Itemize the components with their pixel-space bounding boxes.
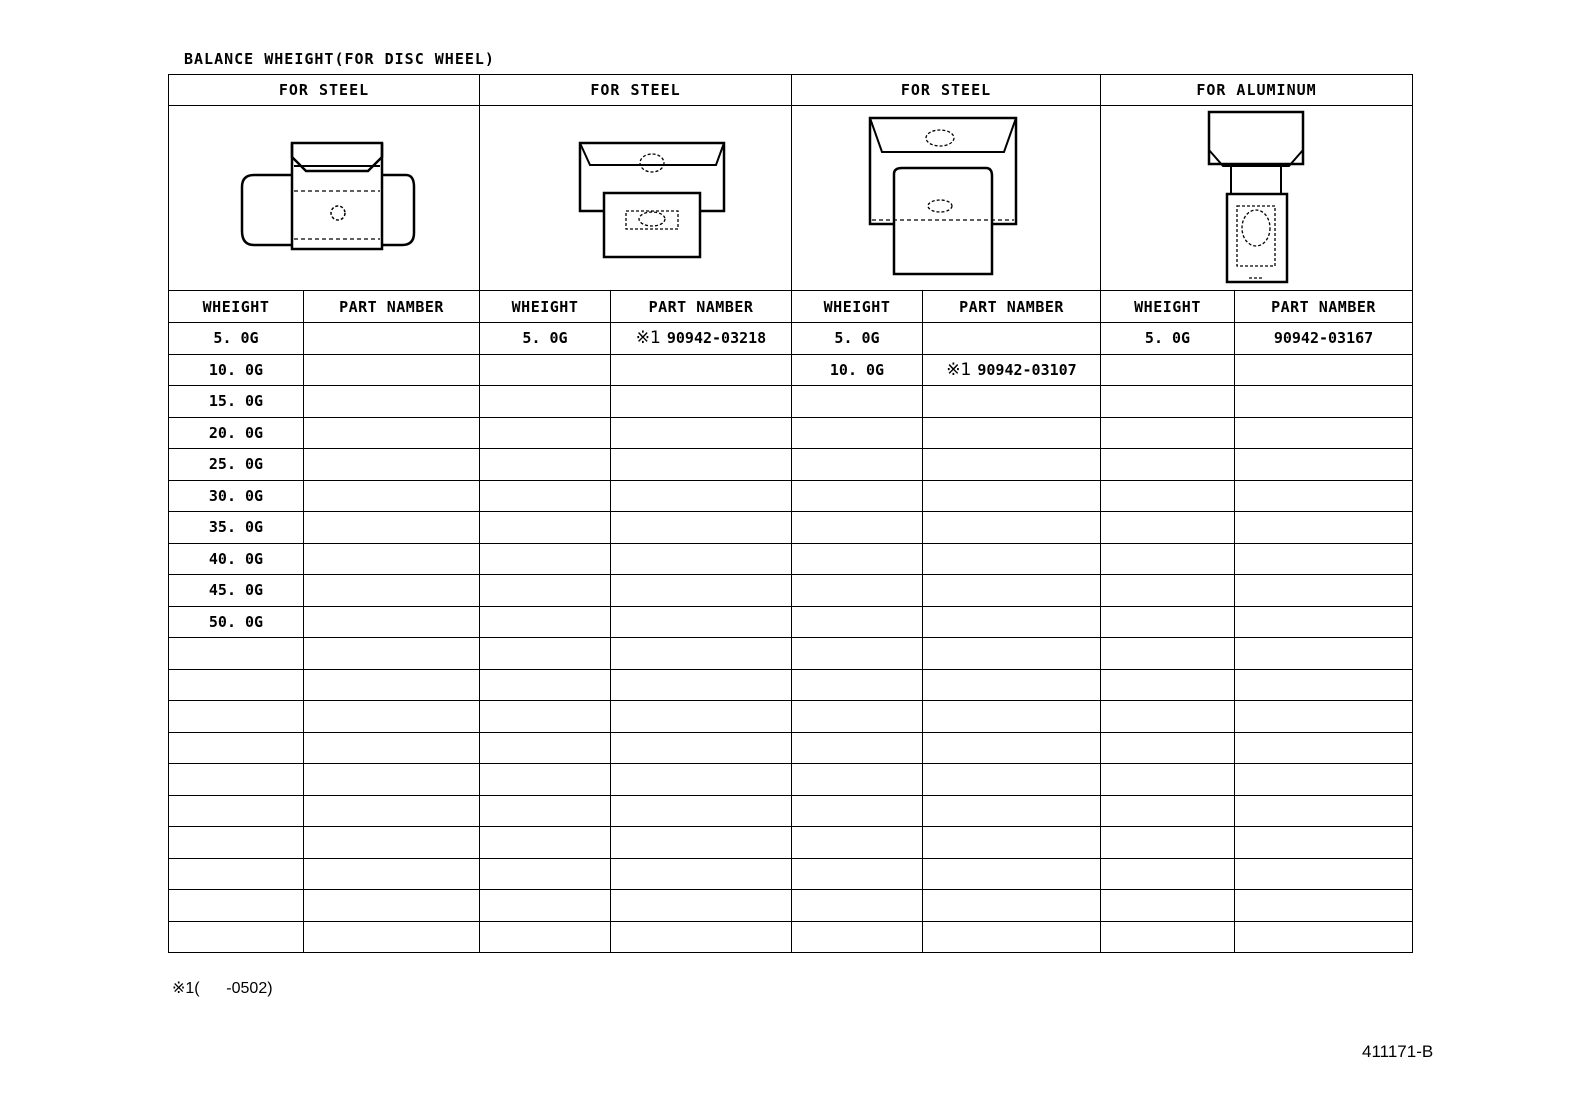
weight-cell <box>1101 669 1235 701</box>
section-header-steel-2: FOR STEEL <box>480 75 792 106</box>
part-number-cell <box>304 512 480 544</box>
part-number-cell <box>611 701 792 733</box>
part-number-cell <box>611 386 792 418</box>
part-number-cell <box>1235 606 1413 638</box>
part-number-cell <box>611 890 792 922</box>
footnote: ※1( -0502) <box>172 980 273 997</box>
table-row <box>169 921 1413 953</box>
part-number-cell <box>611 858 792 890</box>
weight-cell <box>1101 921 1235 953</box>
table-row <box>169 890 1413 922</box>
weight-cell <box>1101 827 1235 859</box>
part-number-cell <box>611 512 792 544</box>
weight-cell <box>480 386 611 418</box>
weight-cell <box>1101 512 1235 544</box>
part-number-cell <box>1235 512 1413 544</box>
weight-cell <box>480 512 611 544</box>
part-number-cell <box>923 827 1101 859</box>
part-number-cell <box>304 417 480 449</box>
section-header-aluminum: FOR ALUMINUM <box>1101 75 1413 106</box>
weight-cell <box>169 669 304 701</box>
weight-value: 10. 0G <box>829 360 885 379</box>
weight-cell <box>1101 543 1235 575</box>
aluminum-weight-icon <box>1147 110 1367 286</box>
part-number-cell <box>1235 764 1413 796</box>
weight-cell <box>792 921 923 953</box>
weight-cell <box>480 575 611 607</box>
part-number-cell <box>304 732 480 764</box>
weight-cell <box>792 890 923 922</box>
col-header-part-number: PART NAMBER <box>611 291 792 323</box>
weight-cell <box>169 606 304 638</box>
part-number-cell <box>611 543 792 575</box>
part-number-cell <box>923 386 1101 418</box>
col-header-part-number: PART NAMBER <box>1235 291 1413 323</box>
weight-value: 35. 0G <box>208 518 264 537</box>
weight-cell <box>792 323 923 355</box>
weight-cell <box>169 512 304 544</box>
table-row <box>169 732 1413 764</box>
part-number-cell <box>1235 323 1413 355</box>
col-header-weight: WHEIGHT <box>480 291 611 323</box>
part-number-cell <box>1235 386 1413 418</box>
part-number-cell <box>611 764 792 796</box>
weight-cell <box>792 386 923 418</box>
part-number-cell <box>611 449 792 481</box>
part-number-value: 90942-03167 <box>1273 329 1374 348</box>
table-row <box>169 858 1413 890</box>
table-body <box>169 323 1413 953</box>
weight-cell <box>480 638 611 670</box>
weight-cell <box>480 669 611 701</box>
weight-cell <box>480 449 611 481</box>
table-row <box>169 606 1413 638</box>
part-number-cell <box>923 638 1101 670</box>
part-number-cell <box>611 323 792 355</box>
weight-value: 5. 0G <box>834 329 880 348</box>
weight-cell <box>169 543 304 575</box>
weight-cell <box>480 417 611 449</box>
table-row <box>169 354 1413 386</box>
weight-cell <box>169 890 304 922</box>
weight-cell <box>480 795 611 827</box>
section-header-steel-1: FOR STEEL <box>169 75 480 106</box>
part-number-cell <box>1235 638 1413 670</box>
weight-cell <box>792 449 923 481</box>
weight-value: 10. 0G <box>208 360 264 379</box>
part-number-cell <box>304 827 480 859</box>
weight-value: 45. 0G <box>208 581 264 600</box>
part-number-cell <box>304 386 480 418</box>
part-number-cell <box>923 512 1101 544</box>
part-number-cell <box>1235 732 1413 764</box>
weight-cell <box>480 323 611 355</box>
weight-cell <box>480 480 611 512</box>
weight-cell <box>169 386 304 418</box>
weight-cell <box>792 543 923 575</box>
part-number-cell <box>304 606 480 638</box>
part-number-cell <box>611 480 792 512</box>
part-number-cell <box>1235 701 1413 733</box>
part-number-cell <box>923 417 1101 449</box>
weight-cell <box>169 921 304 953</box>
balance-weight-table <box>168 74 1413 953</box>
weight-value: 5. 0G <box>522 329 568 348</box>
weight-cell <box>792 638 923 670</box>
weight-cell <box>792 417 923 449</box>
part-number-cell <box>923 606 1101 638</box>
weight-cell <box>169 795 304 827</box>
part-number-cell <box>304 575 480 607</box>
part-number-cell <box>304 543 480 575</box>
part-number-cell <box>923 323 1101 355</box>
part-number-value: 90942-03107 <box>977 360 1077 379</box>
weight-cell <box>1101 701 1235 733</box>
weight-cell <box>169 858 304 890</box>
table-row <box>169 417 1413 449</box>
table-row <box>169 701 1413 733</box>
part-number-cell <box>923 543 1101 575</box>
part-number-cell <box>923 701 1101 733</box>
weight-cell <box>792 575 923 607</box>
weight-cell <box>169 480 304 512</box>
part-number-cell <box>923 732 1101 764</box>
part-number-cell <box>923 764 1101 796</box>
part-number-cell <box>1235 575 1413 607</box>
part-number-cell <box>611 354 792 386</box>
part-number-cell <box>304 764 480 796</box>
weight-cell <box>1101 354 1235 386</box>
table-row <box>169 795 1413 827</box>
weight-cell <box>169 764 304 796</box>
part-number-cell <box>923 921 1101 953</box>
part-number-cell <box>304 354 480 386</box>
tall-weight-steel-icon <box>836 112 1056 284</box>
weight-cell <box>792 858 923 890</box>
weight-cell <box>792 764 923 796</box>
weight-cell <box>792 795 923 827</box>
footnote-mark: ※1 <box>946 359 972 380</box>
part-number-cell <box>923 890 1101 922</box>
part-number-cell <box>923 669 1101 701</box>
weight-cell <box>1101 575 1235 607</box>
part-number-cell <box>611 575 792 607</box>
weight-cell <box>1101 323 1235 355</box>
weight-cell <box>1101 480 1235 512</box>
part-number-cell <box>923 449 1101 481</box>
clip-on-weight-steel-icon <box>214 123 434 273</box>
part-number-cell <box>1235 449 1413 481</box>
weight-cell <box>169 732 304 764</box>
part-number-cell <box>304 921 480 953</box>
part-number-cell <box>1235 669 1413 701</box>
part-number-cell <box>1235 890 1413 922</box>
table-row <box>169 386 1413 418</box>
part-number-cell <box>304 638 480 670</box>
weight-cell <box>480 606 611 638</box>
table-row <box>169 638 1413 670</box>
table-row <box>169 323 1413 355</box>
figure-cell-steel-2 <box>480 106 792 291</box>
weight-cell <box>480 354 611 386</box>
table-row <box>169 764 1413 796</box>
weight-cell <box>792 606 923 638</box>
part-number-cell <box>304 858 480 890</box>
weight-cell <box>480 732 611 764</box>
table-row <box>169 827 1413 859</box>
part-number-cell <box>611 827 792 859</box>
table-row <box>169 512 1413 544</box>
weight-value: 25. 0G <box>208 455 264 474</box>
part-number-cell <box>1235 795 1413 827</box>
weight-cell <box>169 323 304 355</box>
part-number-cell <box>304 323 480 355</box>
table-row <box>169 669 1413 701</box>
weight-value: 30. 0G <box>208 486 264 505</box>
part-number-cell <box>923 575 1101 607</box>
part-number-value: 90942-03218 <box>666 329 767 348</box>
col-header-part-number: PART NAMBER <box>923 291 1101 323</box>
part-number-cell <box>1235 354 1413 386</box>
weight-cell <box>1101 638 1235 670</box>
part-number-cell <box>304 890 480 922</box>
weight-cell <box>169 638 304 670</box>
weight-cell <box>1101 858 1235 890</box>
figure-cell-steel-1 <box>169 106 480 291</box>
weight-cell <box>480 921 611 953</box>
weight-cell <box>792 480 923 512</box>
weight-cell <box>169 701 304 733</box>
part-number-cell <box>1235 417 1413 449</box>
weight-cell <box>480 764 611 796</box>
weight-cell <box>480 701 611 733</box>
page-title: BALANCE WHEIGHT(FOR DISC WHEEL) <box>184 50 495 68</box>
figure-cell-aluminum <box>1101 106 1413 291</box>
part-number-cell <box>304 480 480 512</box>
part-number-cell <box>923 858 1101 890</box>
part-number-cell <box>611 732 792 764</box>
part-number-cell <box>304 701 480 733</box>
weight-cell <box>1101 386 1235 418</box>
document-id: 411171-B <box>1362 1042 1434 1061</box>
part-number-cell <box>304 795 480 827</box>
weight-value: 40. 0G <box>208 549 264 568</box>
col-header-part-number: PART NAMBER <box>304 291 480 323</box>
weight-cell <box>169 449 304 481</box>
weight-cell <box>792 354 923 386</box>
weight-value: 15. 0G <box>208 392 264 411</box>
weight-cell <box>480 890 611 922</box>
part-number-cell <box>1235 921 1413 953</box>
weight-cell <box>169 575 304 607</box>
part-number-cell <box>1235 543 1413 575</box>
weight-value: 20. 0G <box>208 423 264 442</box>
weight-cell <box>169 827 304 859</box>
weight-cell <box>792 669 923 701</box>
table-row <box>169 575 1413 607</box>
col-header-weight: WHEIGHT <box>1101 291 1235 323</box>
figure-cell-steel-3 <box>792 106 1101 291</box>
table-row <box>169 449 1413 481</box>
weight-value: 5. 0G <box>1144 329 1191 348</box>
part-number-cell <box>611 921 792 953</box>
section-header-steel-3: FOR STEEL <box>792 75 1101 106</box>
weight-value: 5. 0G <box>213 329 259 348</box>
weight-cell <box>792 512 923 544</box>
col-header-weight: WHEIGHT <box>169 291 304 323</box>
part-number-cell <box>611 606 792 638</box>
part-number-cell <box>923 354 1101 386</box>
weight-cell <box>1101 417 1235 449</box>
weight-cell <box>792 701 923 733</box>
weight-cell <box>792 732 923 764</box>
part-number-cell <box>1235 480 1413 512</box>
table-row <box>169 543 1413 575</box>
weight-cell <box>480 827 611 859</box>
table-row <box>169 480 1413 512</box>
part-number-cell <box>611 638 792 670</box>
weight-cell <box>1101 764 1235 796</box>
part-number-cell <box>611 795 792 827</box>
part-number-cell <box>304 449 480 481</box>
weight-cell <box>1101 606 1235 638</box>
weight-cell <box>1101 732 1235 764</box>
weight-cell <box>480 543 611 575</box>
weight-cell <box>792 827 923 859</box>
footnote-mark: ※1 <box>635 328 661 349</box>
flanged-weight-steel-icon <box>526 123 746 273</box>
weight-cell <box>1101 795 1235 827</box>
part-number-cell <box>923 480 1101 512</box>
part-number-cell <box>611 669 792 701</box>
part-number-cell <box>304 669 480 701</box>
part-number-cell <box>1235 858 1413 890</box>
part-number-cell <box>611 417 792 449</box>
part-number-cell <box>1235 827 1413 859</box>
weight-cell <box>1101 449 1235 481</box>
weight-cell <box>169 354 304 386</box>
weight-cell <box>1101 890 1235 922</box>
weight-cell <box>169 417 304 449</box>
part-number-cell <box>923 795 1101 827</box>
col-header-weight: WHEIGHT <box>792 291 923 323</box>
weight-cell <box>480 858 611 890</box>
weight-value: 50. 0G <box>208 612 264 631</box>
